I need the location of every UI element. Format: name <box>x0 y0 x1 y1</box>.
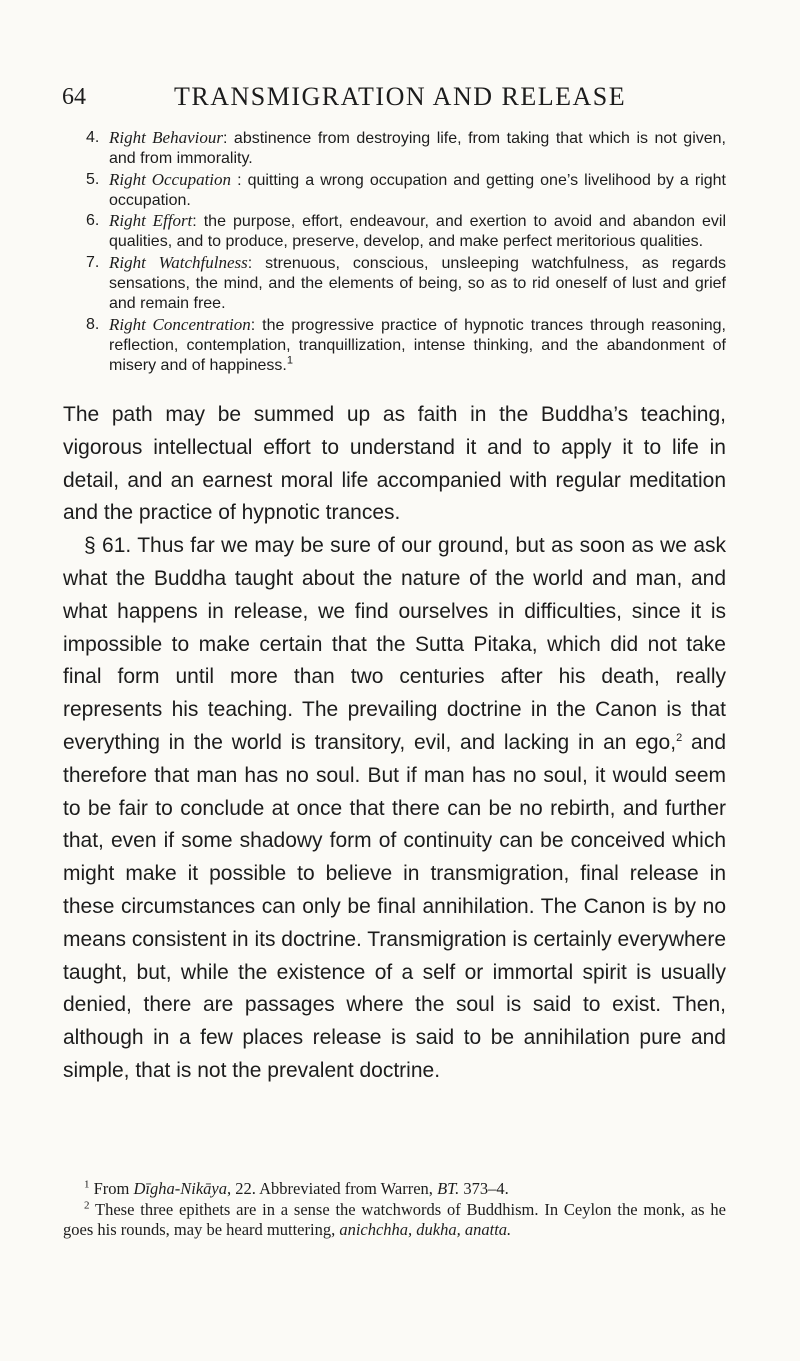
footnote-ref: 2 <box>676 731 683 744</box>
footnote-title: BT. <box>437 1179 460 1198</box>
list-item <box>86 211 726 253</box>
list-item-text: : quitting a wrong occupation and getting one’s livelihood by a right occupation. <box>109 171 726 209</box>
paragraph: The path may be summed up as faith in the Buddha’s teaching, vigorous intellectual effort to understand it and to apply it to life in detail, and an earnest moral life accompanied with regular meditation and the practice of hypnotic trances. <box>63 403 726 525</box>
running-title: TRANSMIGRATION AND RELEASE <box>174 82 627 111</box>
footnote-text: 373–4. <box>459 1179 509 1198</box>
list-item <box>86 128 726 170</box>
footnote-text: These three epithets are in a sense the watchwords of Buddhism. In Ceylon the monk, as he goes his rounds, may be heard muttering, <box>63 1199 726 1239</box>
footnote-mark: 1 <box>84 1178 90 1191</box>
list-item-term: Right Occupation <box>109 169 232 189</box>
list-item <box>86 253 726 315</box>
footnote-ref: 1 <box>286 354 293 367</box>
list-item-number: 7. <box>86 253 100 271</box>
body-text <box>63 399 726 1088</box>
list-item <box>86 170 726 212</box>
paragraph <box>63 530 726 1088</box>
list-item-term: Right Concentration <box>109 314 251 334</box>
footnote-terms: anichchha, dukha, anatta. <box>339 1220 512 1239</box>
page-number: 64 <box>62 84 86 110</box>
footnote <box>63 1179 726 1200</box>
paragraph-text: and therefore that man has no soul. But if man has no soul, it would seem to be fair to conclude at once that there can be no rebirth, and further that, even if some shadowy form of continuity can be conceived which might make it possible to believe in transmigration, final release in these circumstances can only be final annihilation. The Canon is by no means consistent in its doctrine. Transmigration is certainly everywhere taught, but, while the existence of a self or immortal spirit is usually denied, there are passages where the soul is said to exist. Then, although in a few places release is said to be annihilation pure and simple, that is not the prevalent doctrine. <box>63 730 726 1082</box>
footnote <box>63 1200 726 1241</box>
list-item <box>86 315 726 377</box>
list-item-text: : abstinence from destroying life, from taking that which is not given, and from immorality. <box>109 130 726 168</box>
paragraph-text: § 61. Thus far we may be sure of our ground, but as soon as we ask what the Buddha taught about the nature of the world and man, and what happens in release, we find ourselves in difficulties, since it is impossible to make certain that the Sutta Pitaka, which did not take final form until more than two centuries after his death, really represents his teaching. The prevailing doctrine in the Canon is that everything in the world is transitory, evil, and lacking in an ego, <box>63 534 726 754</box>
footnote-text: , 22. Abbreviated from Warren, <box>227 1179 438 1198</box>
footnote-text: From <box>89 1179 134 1198</box>
list-item-number: 8. <box>86 315 100 333</box>
list-item-term: Right Watchfulness <box>109 252 248 272</box>
list-item-term: Right Effort <box>109 211 193 231</box>
footnote-mark: 2 <box>84 1199 90 1211</box>
list-item-number: 5. <box>86 170 100 188</box>
footnote-title: Dīgha-Nikāya <box>133 1179 227 1198</box>
list-item-text: : strenuous, conscious, unsleeping watchfulness, as regards sensations, the mind, and the elements of being, so as to rid oneself of lust and grief and remain free. <box>109 254 726 313</box>
page-header <box>62 82 657 116</box>
footnotes <box>63 1179 726 1241</box>
eightfold-path-list <box>86 128 726 377</box>
list-item-term: Right Behaviour <box>109 128 223 147</box>
list-item-number: 4. <box>86 129 100 146</box>
list-item-number: 6. <box>86 212 100 230</box>
list-item-text: : the progressive practice of hypnotic trances through reasoning, reflection, contemplation, tranquillization, intense thinking, and the abandonment of misery and of happiness. <box>109 316 726 375</box>
list-item-text: : the purpose, effort, endeavour, and exertion to avoid and abandon evil qualities, and to produce, preserve, develop, and make perfect meritorious qualities. <box>109 213 727 251</box>
